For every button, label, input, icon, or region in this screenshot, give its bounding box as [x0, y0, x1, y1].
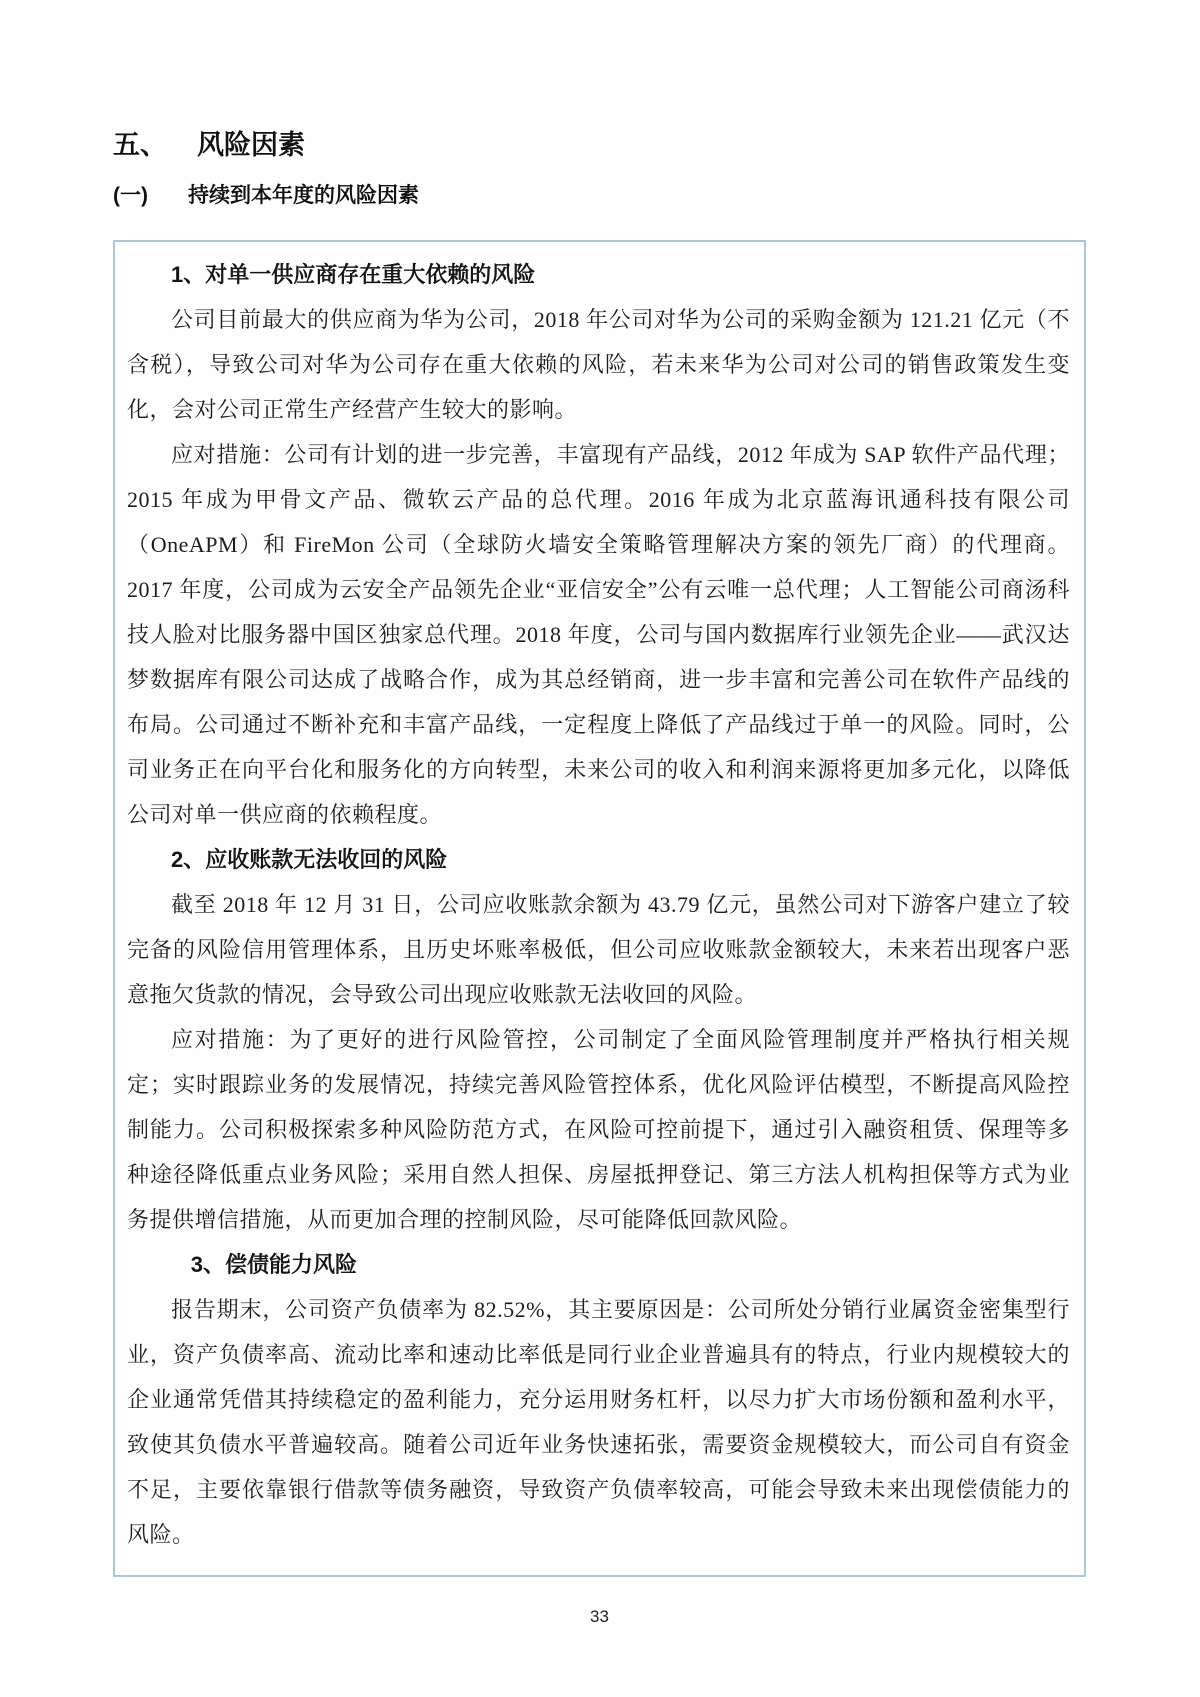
risk-item-3-paragraph-1: 报告期末，公司资产负债率为 82.52%，其主要原因是：公司所处分销行业属资金密集型行业，资产负债率高、流动比率和速动比率低是同行业企业普遍具有的特点，行业内规模较大的企业通常凭借其持续稳定的盈利能力，充分运用财务杠杆，以尽力扩大市场份额和盈利水平，致使其负债水平普遍较高。随着公司近年业务快速拓张，需要资金规模较大，而公司自有资金不足，主要依靠银行借款等债务融资，导致资产负债率较高，可能会导致未来出现偿债能力的风险。	[127, 1297, 1070, 1547]
subsection-number: (一)	[113, 184, 148, 207]
risk-item-title-1: 1、对单一供应商存在重大依赖的风险	[171, 262, 536, 287]
risk-item-title-3: 3、偿债能力风险	[190, 1252, 358, 1277]
subsection-title: 持续到本年度的风险因素	[188, 184, 419, 207]
risk-item-2-paragraph-2: 应对措施：为了更好的进行风险管控，公司制定了全面风险管理制度并严格执行相关规定；实时跟踪业务的发展情况，持续完善风险管控体系，优化风险评估模型，不断提高风险控制能力。公司积极探索多种风险防范方式，在风险可控前提下，通过引入融资租赁、保理等多种途径降低重点业务风险；采用自然人担保、房屋抵押登记、第三方法人机构担保等方式为业务提供增信措施，从而更加合理的控制风险，尽可能降低回款风险。	[127, 1027, 1070, 1232]
risk-item-1-paragraph-1: 公司目前最大的供应商为华为公司，2018 年公司对华为公司的采购金额为 121.21 亿元（不含税），导致公司对华为公司存在重大依赖的风险，若未来华为公司对公司的销售政策发生变化，会对公司正常生产经营产生较大的影响。	[127, 307, 1070, 422]
section-number: 五、	[113, 130, 167, 160]
section-title: 风险因素	[197, 130, 305, 160]
risk-factors-box	[113, 240, 1086, 1577]
page-number: 33	[590, 1607, 609, 1626]
risk-item-2-paragraph-1: 截至 2018 年 12 月 31 日，公司应收账款余额为 43.79 亿元，虽然公司对下游客户建立了较完备的风险信用管理体系，且历史坏账率极低，但公司应收账款金额较大，未来若出现客户恶意拖欠货款的情况，会导致公司出现应收账款无法收回的风险。	[127, 892, 1070, 1007]
risk-item-1-paragraph-2: 应对措施：公司有计划的进一步完善，丰富现有产品线，2012 年成为 SAP 软件产品代理；2015 年成为甲骨文产品、微软云产品的总代理。2016 年成为北京蓝海讯通科技有限公司（OneAPM）和 FireMon 公司（全球防火墙安全策略管理解决方案的领先厂商）的代理商。2017 年度，公司成为云安全产品领先企业“亚信安全”公有云唯一总代理；人工智能公司商汤科技人脸对比服务器中国区独家总代理。2018 年度，公司与国内数据库行业领先企业——武汉达梦数据库有限公司达成了战略合作，成为其总经销商，进一步丰富和完善公司在软件产品线的布局。公司通过不断补充和丰富产品线，一定程度上降低了产品线过于单一的风险。同时，公司业务正在向平台化和服务化的方向转型，未来公司的收入和利润来源将更加多元化，以降低公司对单一供应商的依赖程度。	[127, 442, 1070, 827]
risk-item-title-2: 2、应收账款无法收回的风险	[171, 847, 448, 872]
subsection-heading	[113, 182, 1086, 210]
section-heading	[113, 128, 1086, 162]
